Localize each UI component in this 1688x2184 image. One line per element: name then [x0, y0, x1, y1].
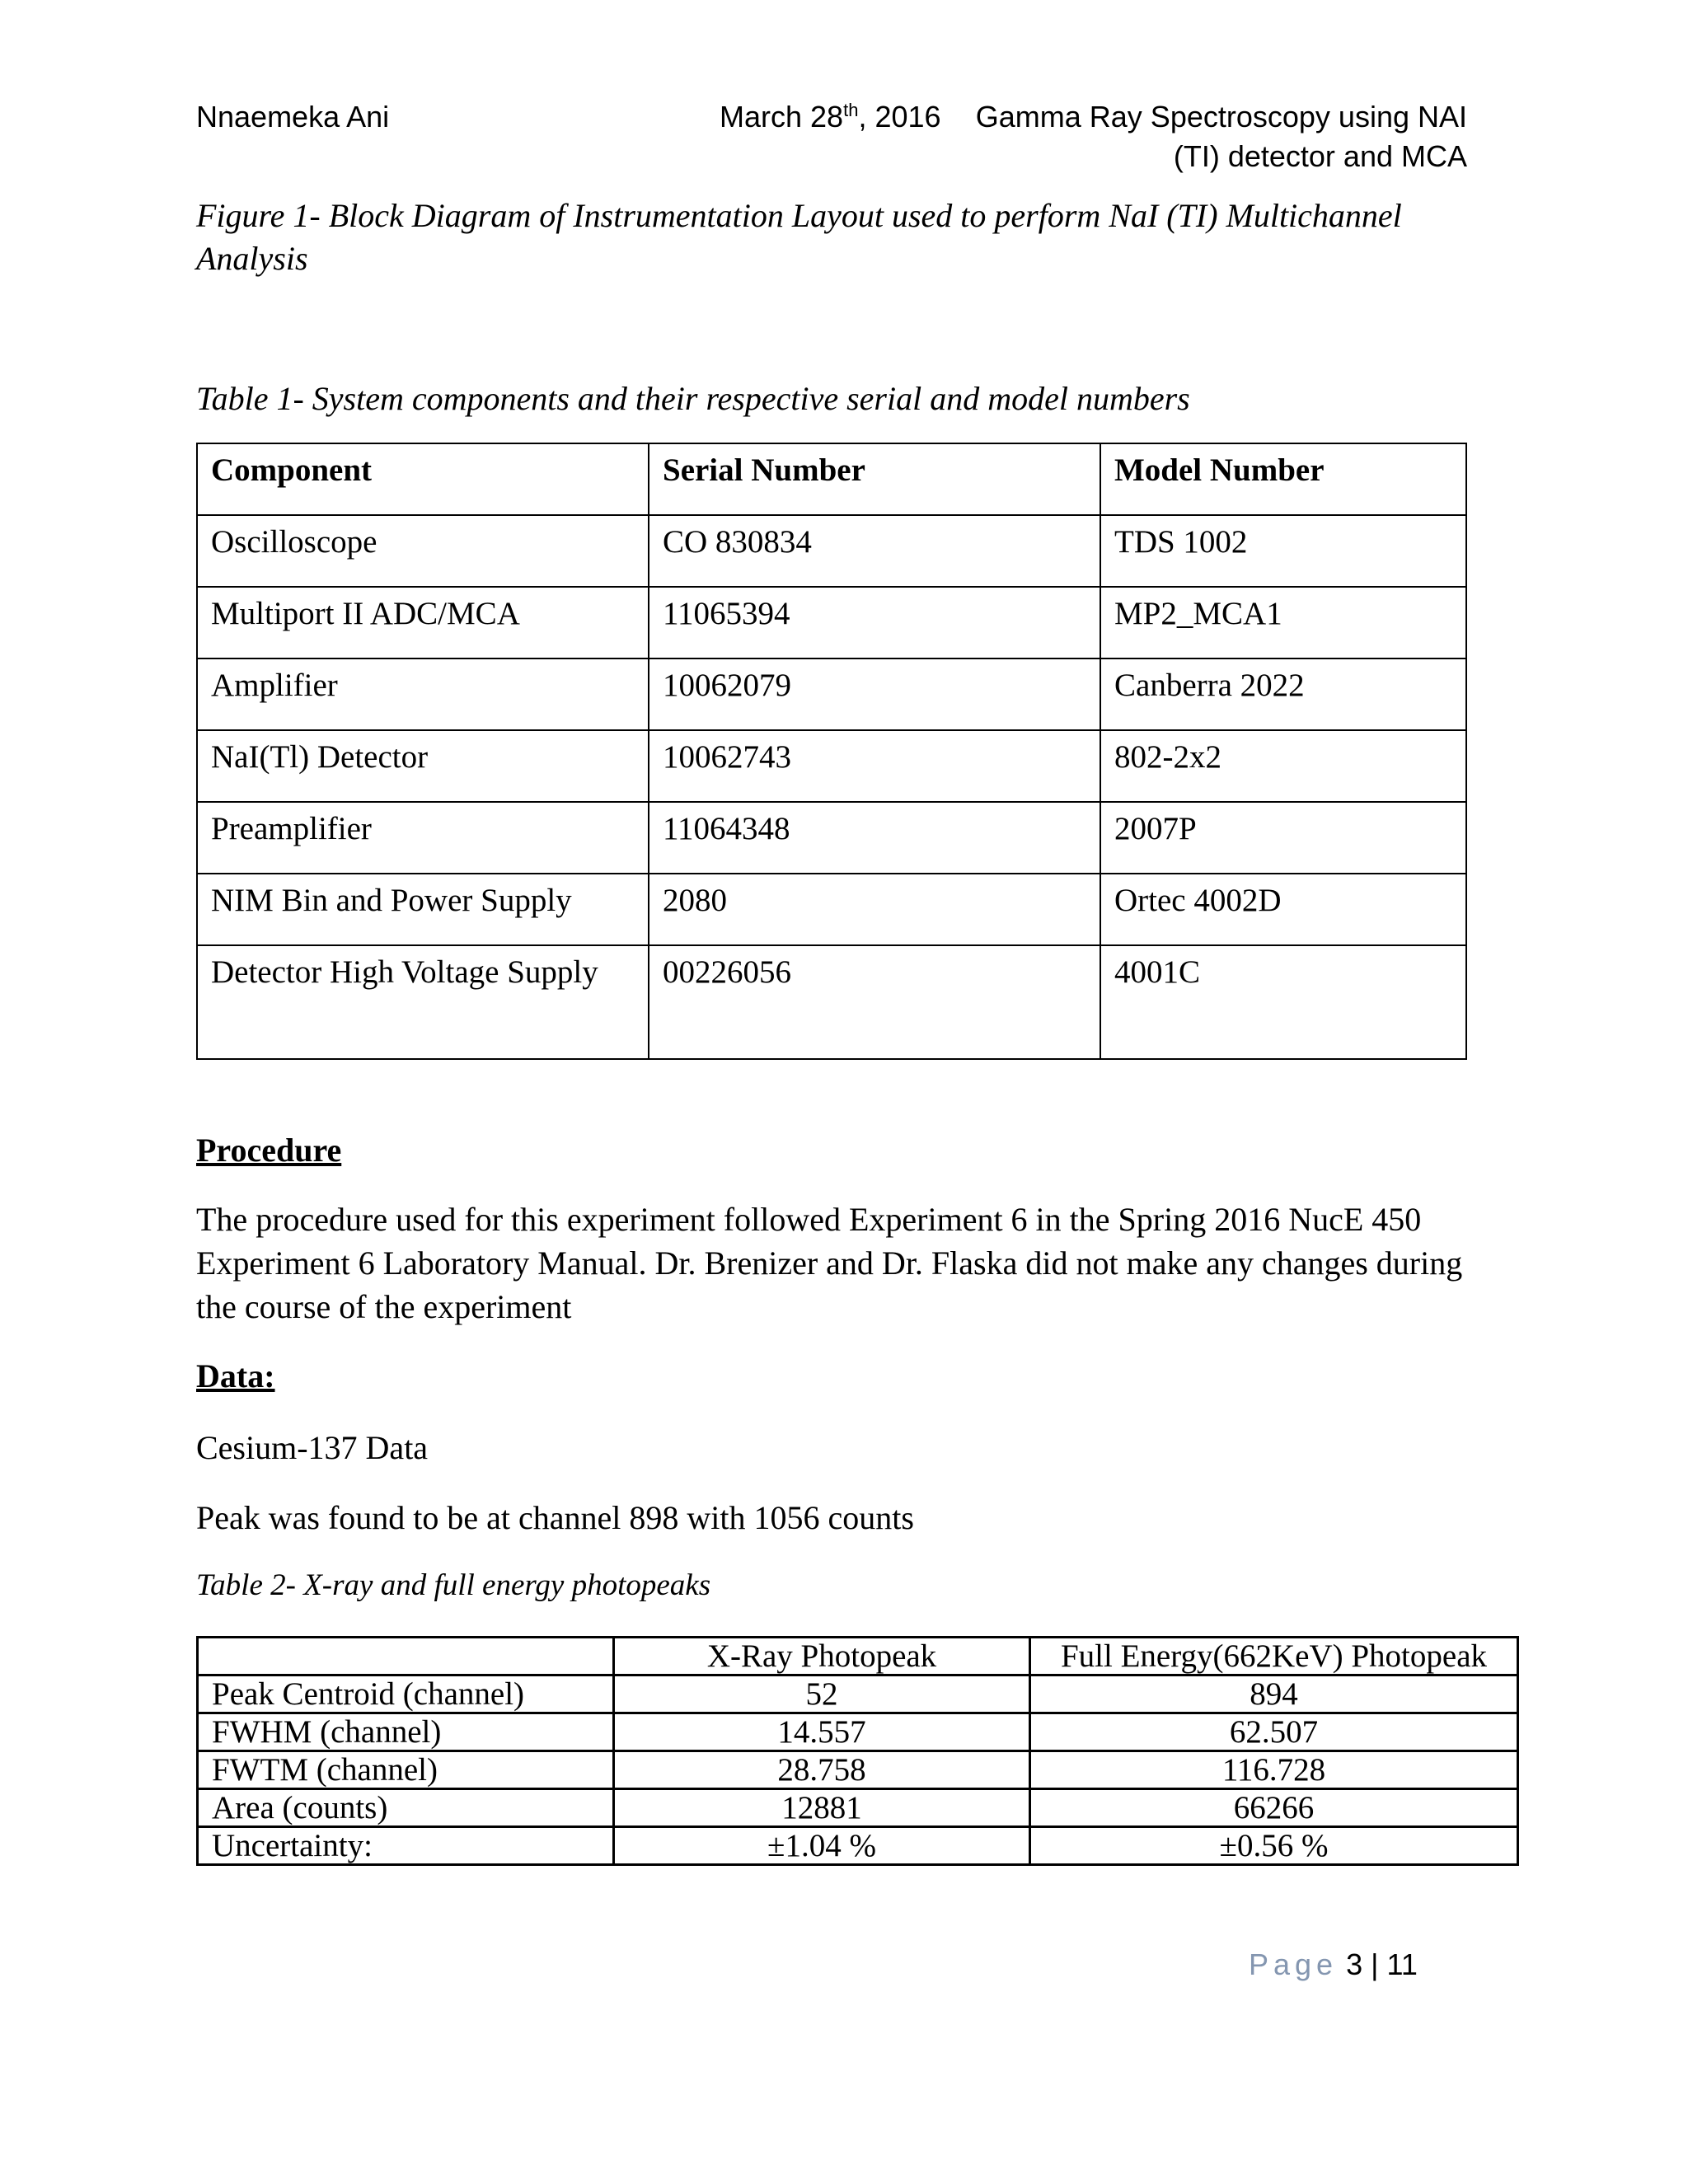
components-table [196, 443, 1467, 1060]
table-cell: Ortec 4002D [1100, 874, 1466, 945]
table-cell: 2007P [1100, 802, 1466, 874]
procedure-heading: Procedure [196, 1132, 342, 1169]
page-separator: | [1371, 1947, 1379, 1981]
table-cell: 10062743 [649, 730, 1100, 802]
header-title-line2: (TI) detector and MCA [1173, 139, 1467, 173]
header-title [976, 97, 1467, 176]
table-cell: Amplifier [197, 658, 649, 730]
header-date-sup: th [843, 100, 859, 120]
table-cell: Canberra 2022 [1100, 658, 1466, 730]
table-header-row [198, 1638, 1518, 1675]
table-row [198, 1827, 1518, 1865]
table-cell: ±0.56 % [1030, 1827, 1518, 1865]
table-cell: 10062079 [649, 658, 1100, 730]
table-cell: 14.557 [614, 1713, 1030, 1751]
table-header-cell [198, 1638, 614, 1675]
table-cell: 2080 [649, 874, 1100, 945]
table-row [197, 874, 1466, 945]
header-title-line1: Gamma Ray Spectroscopy using NAI [975, 100, 1467, 134]
table-row [198, 1675, 1518, 1713]
table-cell: TDS 1002 [1100, 515, 1466, 587]
table1-caption: Table 1- System components and their respective serial and model numbers [196, 380, 1190, 417]
page-number: 3 [1346, 1947, 1363, 1981]
table-header-row [197, 443, 1466, 515]
table-cell: FWTM (channel) [198, 1751, 614, 1789]
table-cell: MP2_MCA1 [1100, 587, 1466, 658]
table-cell: NIM Bin and Power Supply [197, 874, 649, 945]
table-cell: 894 [1030, 1675, 1518, 1713]
table-cell: 12881 [614, 1789, 1030, 1827]
figure-caption: Figure 1- Block Diagram of Instrumentation Layout used to perform NaI (TI) Multichannel Analysis [196, 197, 1402, 277]
table-header-cell: Model Number [1100, 443, 1466, 515]
table-header-cell: Component [197, 443, 649, 515]
table-cell: Area (counts) [198, 1789, 614, 1827]
total-pages: 11 [1386, 1947, 1418, 1981]
table-cell: 62.507 [1030, 1713, 1518, 1751]
header-date-main: March 28 [720, 100, 844, 134]
table-cell: 4001C [1100, 945, 1466, 1059]
table-cell: Oscilloscope [197, 515, 649, 587]
header-author: Nnaemeka Ani [196, 100, 390, 134]
table-row [197, 515, 1466, 587]
procedure-text: The procedure used for this experiment followed Experiment 6 in the Spring 2016 NucE 450 Experiment 6 Laboratory Manual. Dr. Brenizer and Dr. Flaska did not make any changes during the course of the experiment [196, 1201, 1463, 1325]
table-cell: 00226056 [649, 945, 1100, 1059]
table-cell: 66266 [1030, 1789, 1518, 1827]
table-cell: CO 830834 [649, 515, 1100, 587]
table-cell: Preamplifier [197, 802, 649, 874]
photopeaks-table [196, 1636, 1519, 1866]
table-cell: FWHM (channel) [198, 1713, 614, 1751]
table-cell: 116.728 [1030, 1751, 1518, 1789]
table2-caption: Table 2- X-ray and full energy photopeaks [196, 1568, 711, 1602]
table-row [197, 587, 1466, 658]
table-cell: 11065394 [649, 587, 1100, 658]
table-cell: 28.758 [614, 1751, 1030, 1789]
data-heading: Data: [196, 1357, 275, 1394]
table-cell: Detector High Voltage Supply [197, 945, 649, 1059]
table-cell: ±1.04 % [614, 1827, 1030, 1865]
table-row [197, 658, 1466, 730]
table-cell: NaI(Tl) Detector [197, 730, 649, 802]
table-cell: Uncertainty: [198, 1827, 614, 1865]
table-cell: Peak Centroid (channel) [198, 1675, 614, 1713]
peak-text: Peak was found to be at channel 898 with 1056 counts [196, 1499, 914, 1536]
table-header-cell: X-Ray Photopeak [614, 1638, 1030, 1675]
table-row [198, 1713, 1518, 1751]
table-row [198, 1789, 1518, 1827]
table-row [198, 1751, 1518, 1789]
table-cell: Multiport II ADC/MCA [197, 587, 649, 658]
table-cell: 52 [614, 1675, 1030, 1713]
table-cell: 11064348 [649, 802, 1100, 874]
table-row [197, 802, 1466, 874]
table-header-cell: Full Energy(662KeV) Photopeak [1030, 1638, 1518, 1675]
table-cell: 802-2x2 [1100, 730, 1466, 802]
data-subheading: Cesium-137 Data [196, 1429, 429, 1466]
table-row [197, 945, 1466, 1059]
header-date [720, 97, 941, 137]
page-word: Page [1249, 1947, 1339, 1981]
table-row [197, 730, 1466, 802]
page-footer [1249, 1945, 1418, 1985]
header-date-year: , 2016 [858, 100, 941, 134]
table-header-cell: Serial Number [649, 443, 1100, 515]
